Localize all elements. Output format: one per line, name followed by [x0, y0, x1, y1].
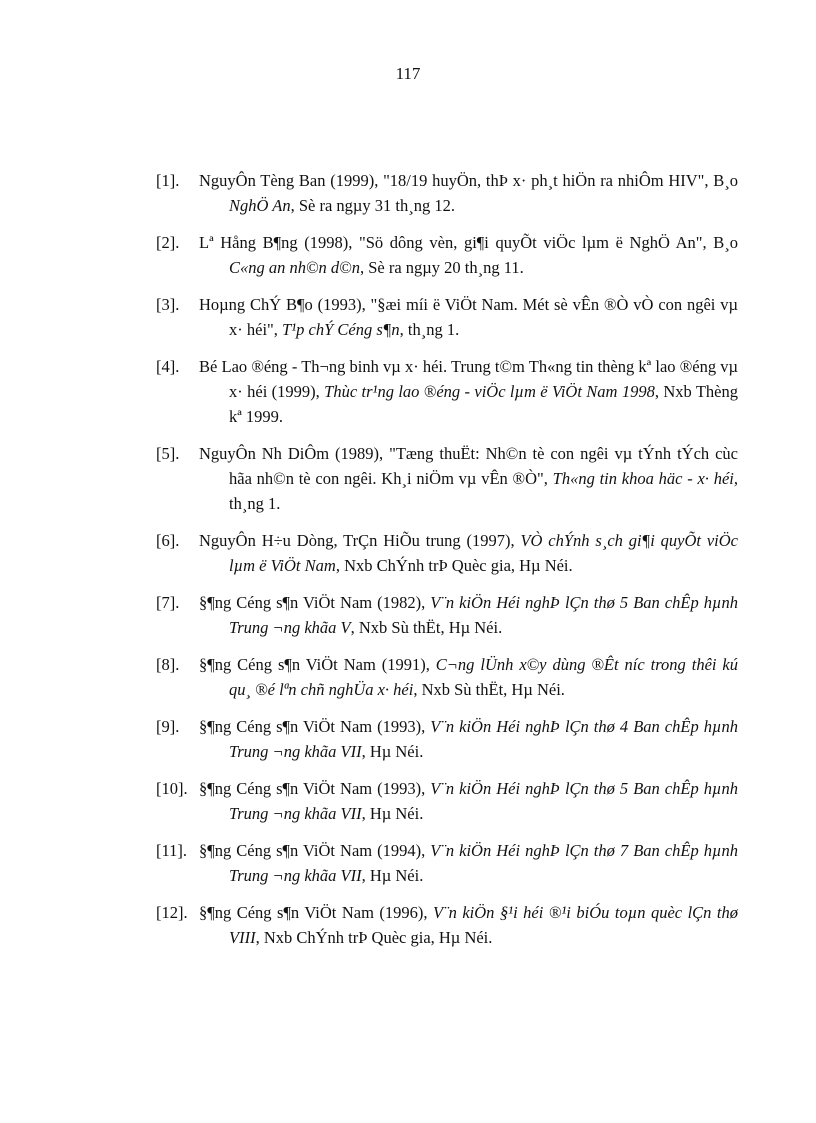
reference-item	[156, 441, 738, 516]
reference-item	[156, 230, 738, 280]
reference-title: V¨n kiÖn §¹i héi ®¹i biÓu toµn quèc lÇn thø VIII	[229, 903, 738, 947]
reference-number: [9].	[156, 717, 180, 736]
reference-number: [12].	[156, 903, 188, 922]
reference-segment: , th¸ng 1.	[229, 469, 738, 513]
reference-item	[156, 652, 738, 702]
reference-item	[156, 528, 738, 578]
reference-text	[199, 528, 738, 578]
reference-segment: §¶ng Céng s¶n ViÖt Nam (1994),	[199, 841, 431, 860]
reference-number: [8].	[156, 655, 180, 674]
reference-item	[156, 900, 738, 950]
reference-segment: , Nxb ChÝnh trÞ Quèc gia, Hµ Néi.	[335, 556, 573, 575]
reference-segment: , Hµ Néi.	[361, 742, 424, 761]
reference-segment: , Nxb ChÝnh trÞ Quèc gia, Hµ Néi.	[255, 928, 493, 947]
reference-item	[156, 354, 738, 429]
reference-segment: §¶ng Céng s¶n ViÖt Nam (1982),	[199, 593, 431, 612]
reference-segment: , Hµ Néi.	[361, 866, 424, 885]
reference-text	[199, 354, 738, 429]
reference-text	[199, 292, 738, 342]
reference-segment: , th¸ng 1.	[399, 320, 460, 339]
reference-segment: Bé Lao ®éng - Th¬ng binh vµ x· héi. Trung t©m Th«ng tin thèng kª lao ®éng vµ x· héi (1999),	[199, 357, 738, 401]
reference-segment: , Sè ra ngµy 20 th¸ng 11.	[359, 258, 524, 277]
reference-title: T¹p chÝ Céng s¶n	[282, 320, 400, 339]
reference-title: Th«ng tin khoa häc - x· héi	[552, 469, 734, 488]
reference-number: [2].	[156, 233, 180, 252]
reference-list	[156, 168, 738, 962]
reference-item	[156, 590, 738, 640]
reference-text	[199, 776, 738, 826]
reference-segment: , Nxb Thèng kª 1999.	[229, 382, 738, 426]
reference-text	[199, 838, 738, 888]
reference-title: C¬ng lÜnh x©y dùng ®Êt níc trong thêi kú qu¸ ®é lªn chñ nghÜa x· héi	[229, 655, 738, 699]
reference-title: V¨n kiÖn Héi nghÞ lÇn thø 5 Ban chÊp hµnh Trung ¬ng khãa V	[229, 593, 738, 637]
reference-item	[156, 714, 738, 764]
reference-text	[199, 441, 738, 516]
reference-item	[156, 292, 738, 342]
reference-number: [4].	[156, 357, 180, 376]
reference-title: VÒ chÝnh s¸ch gi¶i quyÕt viÖc lµm ë ViÖt Nam	[229, 531, 738, 575]
page-number: 117	[395, 64, 421, 83]
reference-text	[199, 714, 738, 764]
reference-text	[199, 652, 738, 702]
reference-title: C«ng an nh©n d©n	[229, 258, 360, 277]
reference-text	[199, 590, 738, 640]
reference-title: V¨n kiÖn Héi nghÞ lÇn thø 7 Ban chÊp hµnh Trung ¬ng khãa VII	[229, 841, 738, 885]
reference-segment: , Hµ Néi.	[361, 804, 424, 823]
reference-segment: , Nxb Sù thËt, Hµ Néi.	[413, 680, 565, 699]
reference-number: [11].	[156, 841, 188, 860]
reference-number: [5].	[156, 444, 180, 463]
reference-title: V¨n kiÖn Héi nghÞ lÇn thø 4 Ban chÊp hµnh Trung ¬ng khãa VII	[229, 717, 738, 761]
reference-segment: , Sè ra ngµy 31 th¸ng 12.	[290, 196, 455, 215]
reference-text	[199, 168, 738, 218]
reference-text	[199, 900, 738, 950]
reference-number: [3].	[156, 295, 180, 314]
reference-segment: NguyÔn Nh DiÔm (1989), "Tæng thuËt: Nh©n tè con ngêi vµ tÝnh tÝch cùc hãa nh©n tè con ngêi. Kh¸i niÖm vµ vÊn ®Ò",	[199, 444, 738, 488]
reference-segment: §¶ng Céng s¶n ViÖt Nam (1991),	[199, 655, 436, 674]
reference-segment: §¶ng Céng s¶n ViÖt Nam (1993),	[199, 779, 431, 798]
reference-number: [6].	[156, 531, 180, 550]
reference-title: Thùc tr¹ng lao ®éng - viÖc lµm ë ViÖt Nam 1998	[324, 382, 655, 401]
reference-segment: NguyÔn Tèng Ban (1999), "18/19 huyÖn, thÞ x· ph¸t hiÖn ra nhiÔm HIV", B¸o	[199, 171, 738, 190]
reference-item	[156, 838, 738, 888]
reference-title: V¨n kiÖn Héi nghÞ lÇn thø 5 Ban chÊp hµnh Trung ¬ng khãa VII	[229, 779, 738, 823]
reference-segment: §¶ng Céng s¶n ViÖt Nam (1996),	[199, 903, 434, 922]
reference-number: [7].	[156, 593, 180, 612]
reference-segment: Hoµng ChÝ B¶o (1993), "§æi míi ë ViÖt Nam. Mét sè vÊn ®Ò vÒ con ngêi vµ x· héi",	[199, 295, 738, 339]
reference-segment: NguyÔn H÷u Dòng, TrÇn HiÕu trung (1997),	[199, 531, 521, 550]
reference-number: [10].	[156, 779, 188, 798]
reference-number: [1].	[156, 171, 180, 190]
reference-text	[199, 230, 738, 280]
reference-item	[156, 168, 738, 218]
reference-segment: §¶ng Céng s¶n ViÖt Nam (1993),	[199, 717, 431, 736]
reference-segment: , Nxb Sù thËt, Hµ Néi.	[350, 618, 503, 637]
reference-segment: Lª Hång B¶ng (1998), "Sö dông vèn, gi¶i quyÕt viÖc lµm ë NghÖ An", B¸o	[199, 233, 738, 252]
reference-title: NghÖ An	[229, 196, 291, 215]
reference-item	[156, 776, 738, 826]
